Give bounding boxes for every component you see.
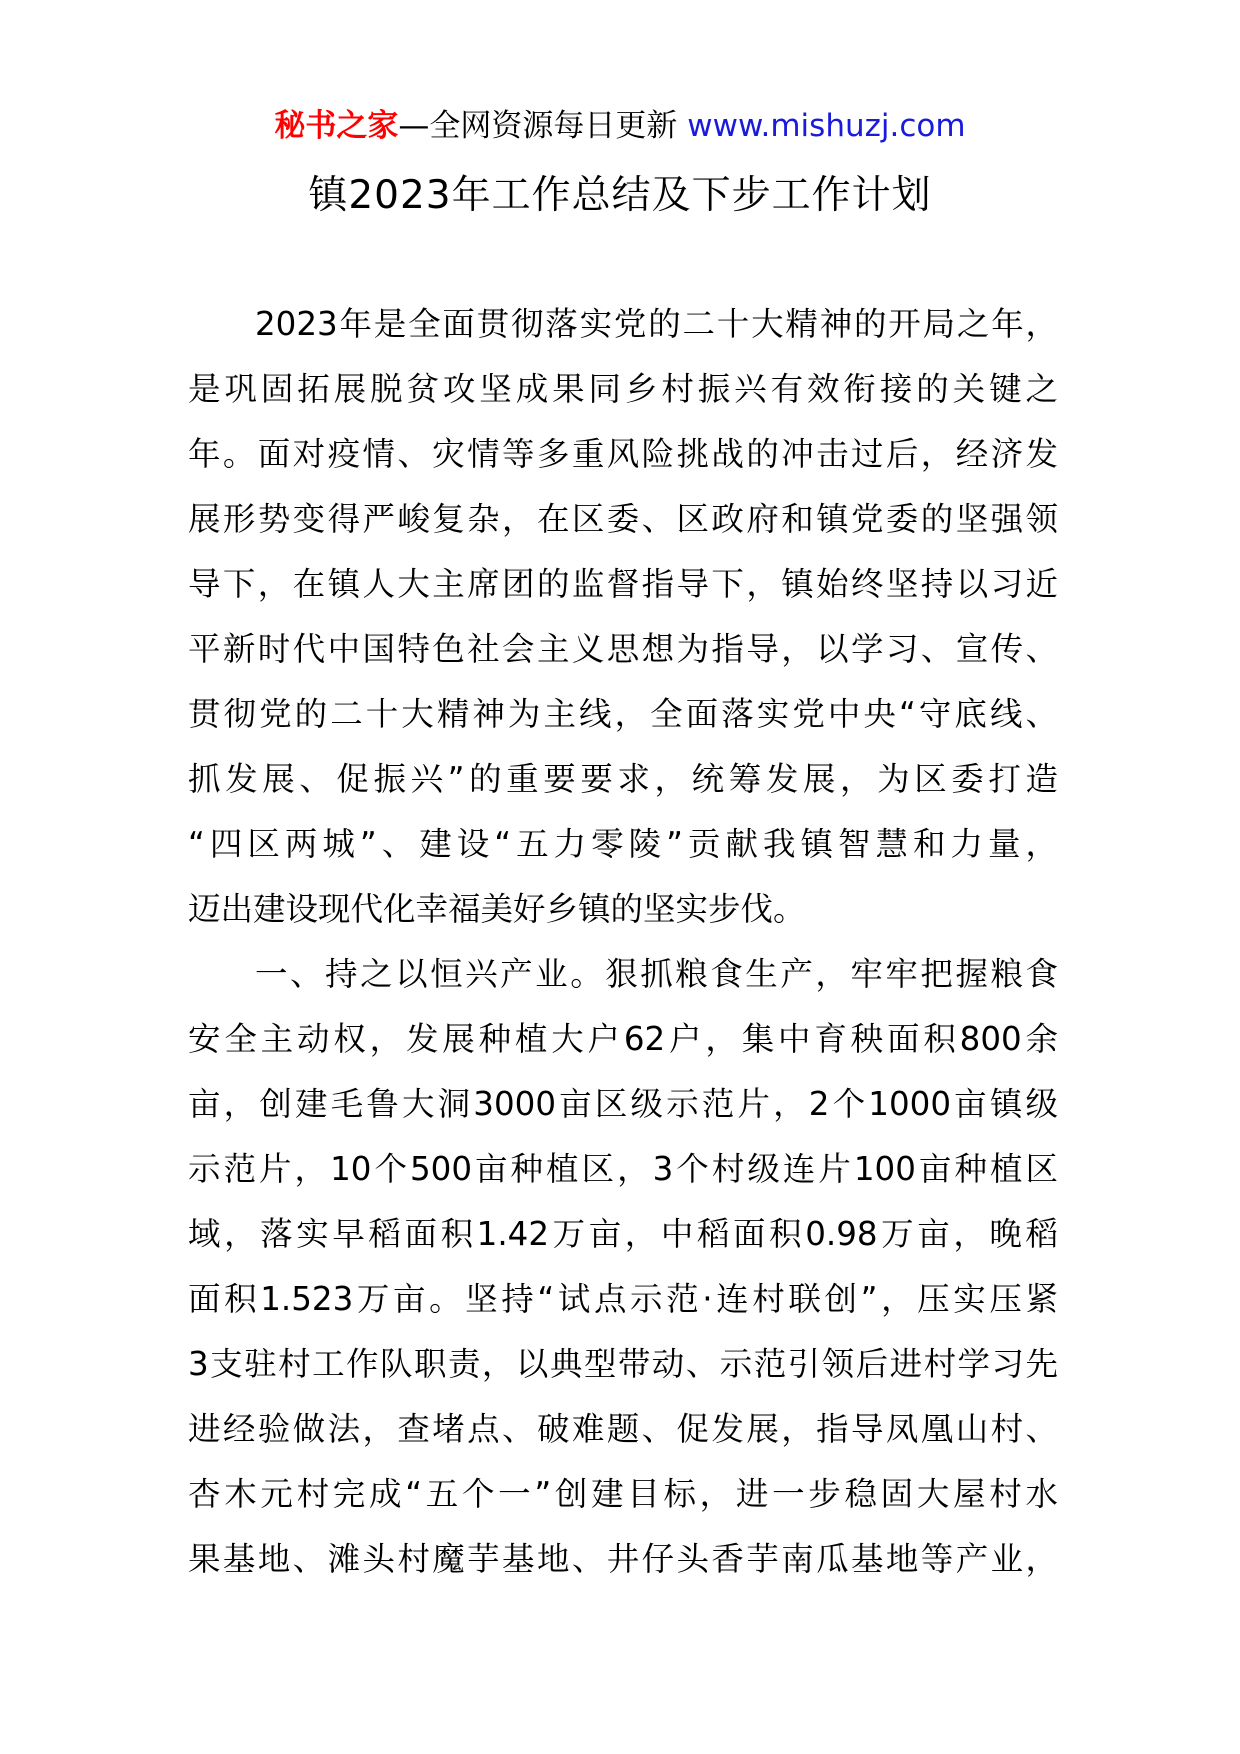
paragraph-line: 平新时代中国特色社会主义思想为指导，以学习、宣传、 <box>188 630 1058 668</box>
paragraph-line: “四区两城”、建设“五力零陵”贡献我镇智慧和力量， <box>188 825 1058 863</box>
paragraph-line: 贯彻党的二十大精神为主线，全面落实党中央“守底线、 <box>188 695 1058 733</box>
paragraph-line: 展形势变得严峻复杂，在区委、区政府和镇党委的坚强领 <box>188 500 1058 538</box>
document-body <box>188 292 1058 1592</box>
paragraph-line: 杏木元村完成“五个一”创建目标，进一步稳固大屋村水 <box>188 1475 1058 1513</box>
paragraph-line: 抓发展、促振兴”的重要要求，统筹发展，为区委打造 <box>188 760 1058 798</box>
paragraph-line: 导下，在镇人大主席团的监督指导下，镇始终坚持以习近 <box>188 565 1058 603</box>
brand-name: 秘书之家 <box>274 108 399 144</box>
site-url-link[interactable]: www.mishuzj.com <box>687 108 966 144</box>
paragraph-line: 一、持之以恒兴产业。狠抓粮食生产，牢牢把握粮食 <box>255 955 1058 993</box>
paragraph-line: 域，落实早稻面积1.42万亩，中稻面积0.98万亩，晚稻 <box>188 1215 1058 1253</box>
paragraph-line: 2023年是全面贯彻落实党的二十大精神的开局之年， <box>255 305 1058 343</box>
header-tagline: —全网资源每日更新 <box>398 108 678 144</box>
paragraph-line: 亩，创建毛鲁大洞3000亩区级示范片，2个1000亩镇级 <box>188 1085 1058 1123</box>
paragraph-line: 面积1.523万亩。坚持“试点示范·连村联创”，压实压紧 <box>188 1280 1058 1318</box>
paragraph-line: 迈出建设现代化幸福美好乡镇的坚实步伐。 <box>188 890 806 928</box>
site-header <box>0 104 1240 148</box>
paragraph-line: 示范片，10个500亩种植区，3个村级连片100亩种植区 <box>188 1150 1058 1188</box>
paragraph-line: 3支驻村工作队职责，以典型带动、示范引领后进村学习先 <box>188 1345 1058 1383</box>
paragraph-line: 果基地、滩头村魔芋基地、井仔头香芋南瓜基地等产业， <box>188 1540 1058 1578</box>
document-title: 镇2023年工作总结及下步工作计划 <box>308 173 932 218</box>
paragraph-line: 进经验做法，查堵点、破难题、促发展，指导凤凰山村、 <box>188 1410 1058 1448</box>
paragraph-line: 年。面对疫情、灾情等多重风险挑战的冲击过后，经济发 <box>188 435 1058 473</box>
paragraph-line: 安全主动权，发展种植大户62户，集中育秧面积800余 <box>188 1020 1058 1058</box>
paragraph-line: 是巩固拓展脱贫攻坚成果同乡村振兴有效衔接的关键之 <box>188 370 1058 408</box>
